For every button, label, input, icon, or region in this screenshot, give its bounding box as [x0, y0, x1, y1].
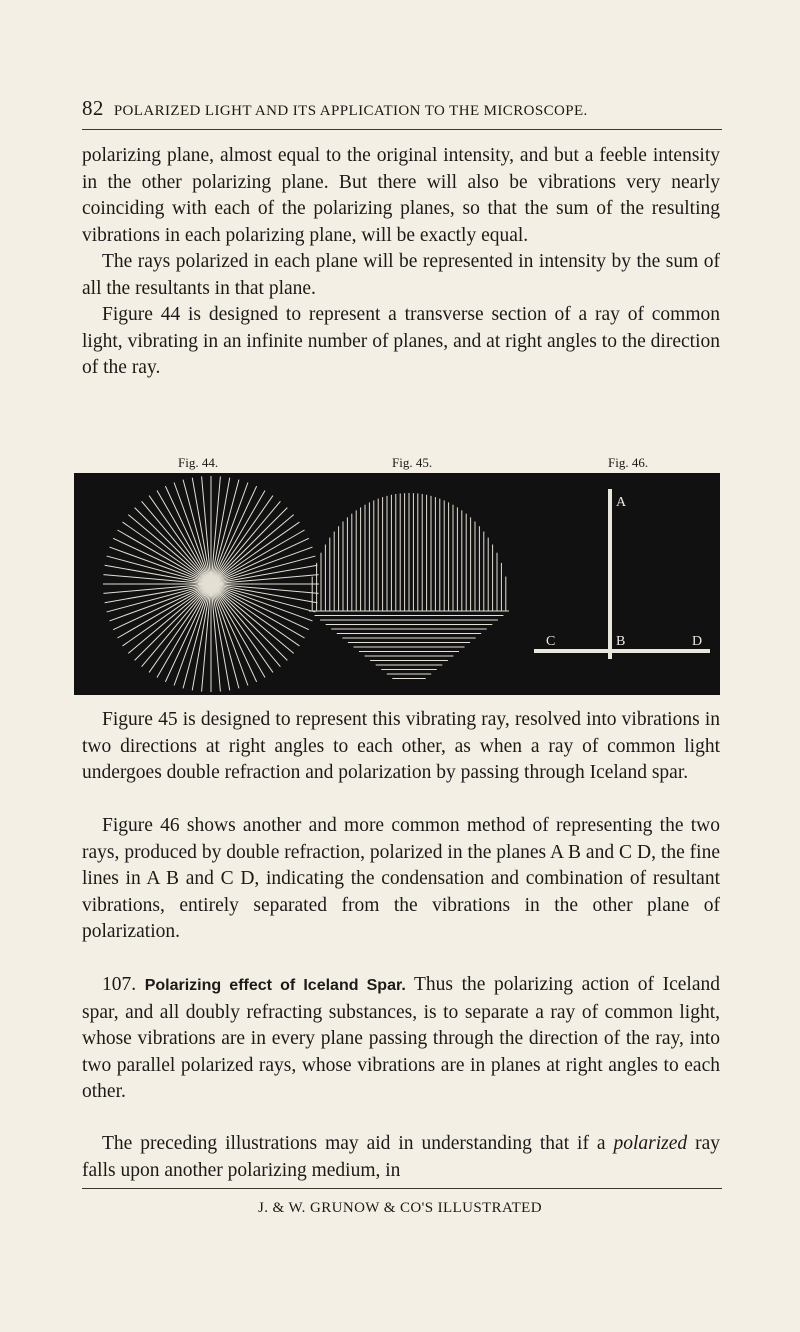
section-number: 107. — [102, 974, 137, 995]
paragraph-7-end: ray falls upon another polarizing medium, in — [82, 1133, 720, 1181]
paragraph-7 — [82, 1131, 720, 1184]
footer-imprint: J. & W. GRUNOW & CO'S ILLUSTRATED — [258, 1200, 542, 1216]
fig44-label: Fig. 44. — [178, 455, 219, 470]
paragraph-2: The rays polarized in each plane will be represented in intensity by the sum of all the resultants in that plane. — [82, 251, 720, 299]
paragraph-4: Figure 45 is designed to represent this vibrating ray, resolved into vibrations in two directions at right angles to each other, as when a ray of common light undergoes double refraction and polarization by passing through Iceland spar. — [82, 709, 720, 783]
paragraph-3: Figure 44 is designed to represent a transverse section of a ray of common light, vibrating in an infinite number of planes, and at right angles to the direction of the ray. — [82, 304, 720, 378]
section-heading: Polarizing effect of Iceland Spar. — [144, 977, 406, 994]
page-number: 82 — [82, 96, 104, 120]
fig46-point-c: C — [546, 634, 556, 649]
paragraph-1: polarizing plane, almost equal to the original intensity, and but a feeble intensity in the other polarizing plane. But there will also be vibrations very nearly coinciding with each of the polarizing planes, so that the sum of the resulting vibrations in each polarizing plane, will be exactly equal. — [82, 145, 720, 246]
fig45-resolved-vibrations — [309, 493, 509, 679]
paragraph-5: Figure 46 shows another and more common method of representing the two rays, produced by double refraction, polarized in the planes A B and C D, the fine lines in A B and C D, indicating the condensation and combination of resultant vibrations, entirely separated from the vibrations in the other plane of polarization. — [82, 815, 720, 942]
running-title: POLARIZED LIGHT AND ITS APPLICATION TO THE MICROSCOPE. — [113, 103, 588, 119]
section-body: Thus the polarizing action of Iceland spar, and all doubly refracting substances, is to separate a ray of common light, whose vibrations are in every plane passing through the direction of the ray, into two parallel polarized rays, whose vibrations are in planes at right angles to each other. — [82, 974, 721, 1102]
figures-panel — [74, 473, 720, 695]
fig46-point-d: D — [692, 634, 703, 649]
footer-rule — [82, 1188, 722, 1189]
paragraph-7-italic: polarized — [613, 1133, 688, 1154]
header-rule — [82, 129, 722, 130]
fig46-label: Fig. 46. — [608, 455, 649, 470]
fig46-plane-ab — [608, 489, 612, 659]
figures-svg — [74, 473, 720, 695]
fig46-polarized-planes — [534, 489, 710, 659]
running-header — [82, 96, 722, 121]
fig46-plane-cd — [534, 649, 710, 653]
fig44-radial-vibrations — [103, 476, 319, 692]
fig46-point-a: A — [616, 495, 627, 510]
fig46-point-b: B — [616, 634, 626, 649]
paragraph-7-start: The preceding illustrations may aid in understanding that if a — [102, 1133, 614, 1154]
paragraph-6 — [82, 972, 720, 1106]
fig45-label: Fig. 45. — [392, 455, 433, 470]
